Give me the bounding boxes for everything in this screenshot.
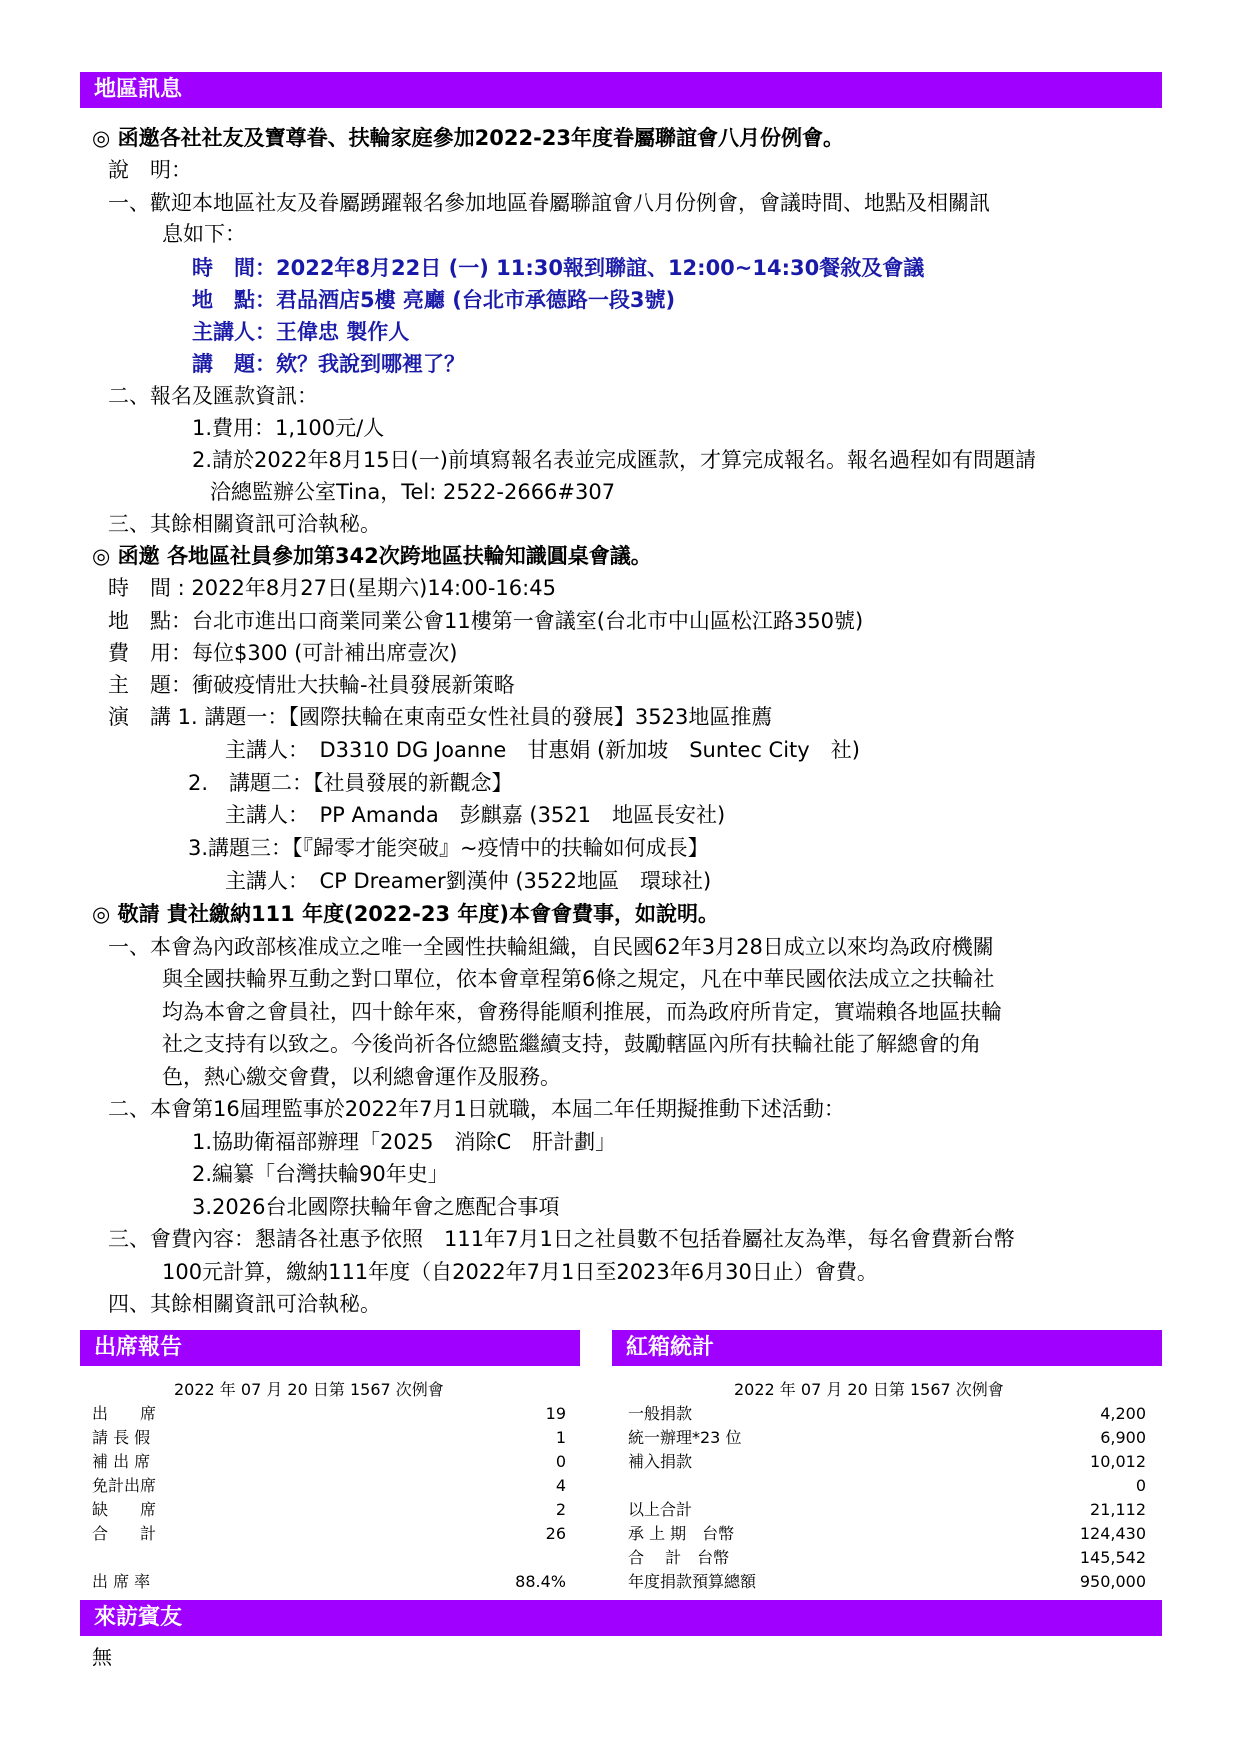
attendance-rate-row xyxy=(92,1570,566,1594)
s2-talk-1-speaker: 主講人： D3310 DG Joanne 甘惠娟 (新加坡 Suntec City 社) xyxy=(225,738,860,762)
attendance-value: 19 xyxy=(545,1404,566,1423)
s1-registration-b: 洽總監辦公室Tina，Tel: 2522-2666#307 xyxy=(210,480,616,504)
s3-paragraph-4: 四、其餘相關資訊可洽執秘。 xyxy=(108,1292,381,1316)
visitors-header: 來訪賓友 xyxy=(80,1600,1162,1636)
section-1-title: ◎ 函邀各社社友及寶尊眷、扶輪家庭參加2022-23年度眷屬聯誼會八月份例會。 xyxy=(92,126,845,150)
attendance-header: 出席報告 xyxy=(80,1330,580,1366)
red-box-label: 合 計 台幣 xyxy=(628,1548,730,1567)
meeting-speaker: 主講人：王偉忠 製作人 xyxy=(192,320,410,344)
district-news-header: 地區訊息 xyxy=(80,72,1162,108)
red-box-row xyxy=(628,1522,1146,1546)
red-box-row xyxy=(628,1570,1146,1594)
s3-paragraph-1c: 均為本會之會員社，四十餘年來，會務得能順利推展，而為政府所肯定，實端賴各地區扶輪 xyxy=(162,1000,1002,1024)
attendance-label: 出 席 xyxy=(92,1404,157,1423)
red-box-row xyxy=(628,1402,1146,1426)
explain-label: 說 明： xyxy=(108,158,192,182)
red-box-label: 補入捐款 xyxy=(628,1452,693,1471)
attendance-value: 26 xyxy=(545,1524,566,1543)
s1-paragraph-1a: 一、歡迎本地區社友及眷屬踴躍報名參加地區眷屬聯誼會八月份例會，會議時間、地點及相關訊 xyxy=(108,191,990,215)
attendance-label: 免計出席 xyxy=(92,1476,157,1495)
attendance-row xyxy=(92,1522,566,1546)
attendance-label: 缺 席 xyxy=(92,1500,157,1519)
red-box-label: 統一辦理*23 位 xyxy=(628,1428,742,1447)
s2-talk-3-speaker: 主講人： CP Dreamer劉漢仲 (3522地區 環球社) xyxy=(225,869,712,893)
attendance-label: 請 長 假 xyxy=(92,1428,151,1447)
s1-paragraph-1b: 息如下： xyxy=(162,222,246,246)
red-box-value: 950,000 xyxy=(1079,1572,1146,1591)
s2-place: 地 點：台北市進出口商業同業公會11樓第一會議室(台北市中山區松江路350號) xyxy=(108,609,864,633)
s3-paragraph-3b: 100元計算，繳納111年度（自2022年7月1日至2023年6月30日止）會費。 xyxy=(162,1260,878,1284)
s3-activity-1: 1.協助衛福部辦理「2025 消除C 肝計劃」 xyxy=(192,1130,617,1154)
red-box-table xyxy=(628,1378,1146,1598)
attendance-row xyxy=(92,1474,566,1498)
s2-talk-3: 3.講題三：【『歸零才能突破』~疫情中的扶輪如何成長】 xyxy=(188,836,709,860)
attendance-table xyxy=(92,1378,566,1598)
s3-paragraph-1e: 色，熱心繳交會費，以利總會運作及服務。 xyxy=(162,1065,561,1089)
red-box-value: 124,430 xyxy=(1079,1524,1146,1543)
attendance-rate-value: 88.4% xyxy=(515,1572,566,1591)
attendance-value: 4 xyxy=(555,1476,566,1495)
red-box-value: 4,200 xyxy=(1100,1404,1146,1423)
section-2-title: ◎ 函邀 各地區社員參加第342次跨地區扶輪知識圓桌會議。 xyxy=(92,544,652,568)
red-box-row xyxy=(628,1426,1146,1450)
attendance-value: 2 xyxy=(555,1500,566,1519)
attendance-row xyxy=(92,1402,566,1426)
s3-paragraph-1a: 一、本會為內政部核准成立之唯一全國性扶輪組織，自民國62年3月28日成立以來均為政府機關 xyxy=(108,935,994,959)
attendance-label: 合 計 xyxy=(92,1524,157,1543)
red-box-caption: 2022 年 07 月 20 日第 1567 次例會 xyxy=(734,1380,1004,1399)
s1-paragraph-3: 三、其餘相關資訊可洽執秘。 xyxy=(108,512,381,536)
red-box-row xyxy=(628,1546,1146,1570)
attendance-rate-label: 出 席 率 xyxy=(92,1572,151,1591)
s3-paragraph-1b: 與全國扶輪界互動之對口單位，依本會章程第6條之規定，凡在中華民國依法成立之扶輪社 xyxy=(162,967,995,991)
attendance-row xyxy=(92,1450,566,1474)
attendance-row xyxy=(92,1498,566,1522)
s2-time: 時 間 : 2022年8月27日(星期六)14:00-16:45 xyxy=(108,576,556,600)
s2-theme: 主 題：衝破疫情壯大扶輪-社員發展新策略 xyxy=(108,673,515,697)
attendance-value: 1 xyxy=(555,1428,566,1447)
red-box-value: 145,542 xyxy=(1079,1548,1146,1567)
s2-talk-1: 演 講 1. 講題一：【國際扶輪在東南亞女性社員的發展】3523地區推薦 xyxy=(108,705,773,729)
attendance-value: 0 xyxy=(555,1452,566,1471)
red-box-value: 0 xyxy=(1135,1476,1146,1495)
s3-paragraph-1d: 社之支持有以致之。今後尚祈各位總監繼續支持，鼓勵轄區內所有扶輪社能了解總會的角 xyxy=(162,1032,981,1056)
s2-talk-2-speaker: 主講人： PP Amanda 彭麒嘉 (3521 地區長安社) xyxy=(225,803,726,827)
s3-paragraph-3a: 三、會費內容：懇請各社惠予依照 111年7月1日之社員數不包括眷屬社友為準，每名會費新台幣 xyxy=(108,1227,1015,1251)
meeting-topic: 講 題：欸？我說到哪裡了？ xyxy=(192,352,465,376)
red-box-row xyxy=(628,1474,1146,1498)
s3-paragraph-2: 二、本會第16屆理監事於2022年7月1日就職，本屆二年任期擬推動下述活動： xyxy=(108,1097,845,1121)
red-box-label: 年度捐款預算總額 xyxy=(628,1572,757,1591)
visitors-text: 無 xyxy=(92,1645,112,1669)
s1-fee: 1.費用：1,100元/人 xyxy=(192,416,385,440)
s1-registration-a: 2.請於2022年8月15日(一)前填寫報名表並完成匯款，才算完成報名。報名過程如有問題請 xyxy=(192,448,1036,472)
attendance-row xyxy=(92,1426,566,1450)
section-3-title: ◎ 敬請 貴社繳納111 年度(2022-23 年度)本會會費事，如說明。 xyxy=(92,902,719,926)
attendance-caption: 2022 年 07 月 20 日第 1567 次例會 xyxy=(174,1380,444,1399)
red-box-label: 承 上 期 台幣 xyxy=(628,1524,735,1543)
red-box-label: 以上合計 xyxy=(628,1500,693,1519)
red-box-header: 紅箱統計 xyxy=(612,1330,1162,1366)
s1-paragraph-2: 二、報名及匯款資訊： xyxy=(108,384,318,408)
red-box-label: 一般捐款 xyxy=(628,1404,693,1423)
s2-fee: 費 用：每位$300 (可計補出席壹次) xyxy=(108,641,458,665)
meeting-time: 時 間：2022年8月22日 (一) 11:30報到聯誼、12:00~14:30餐敘及會議 xyxy=(192,256,925,280)
red-box-row xyxy=(628,1450,1146,1474)
red-box-row xyxy=(628,1498,1146,1522)
s3-activity-2: 2.編纂「台灣扶輪90年史」 xyxy=(192,1162,449,1186)
s3-activity-3: 3.2026台北國際扶輪年會之應配合事項 xyxy=(192,1195,560,1219)
red-box-value: 21,112 xyxy=(1090,1500,1146,1519)
meeting-place: 地 點：君品酒店5樓 亮廳 (台北市承德路一段3號) xyxy=(192,288,676,312)
s2-talk-2: 2. 講題二：【社員發展的新觀念】 xyxy=(188,771,513,795)
attendance-label: 補 出 席 xyxy=(92,1452,151,1471)
red-box-value: 6,900 xyxy=(1100,1428,1146,1447)
red-box-value: 10,012 xyxy=(1090,1452,1146,1471)
